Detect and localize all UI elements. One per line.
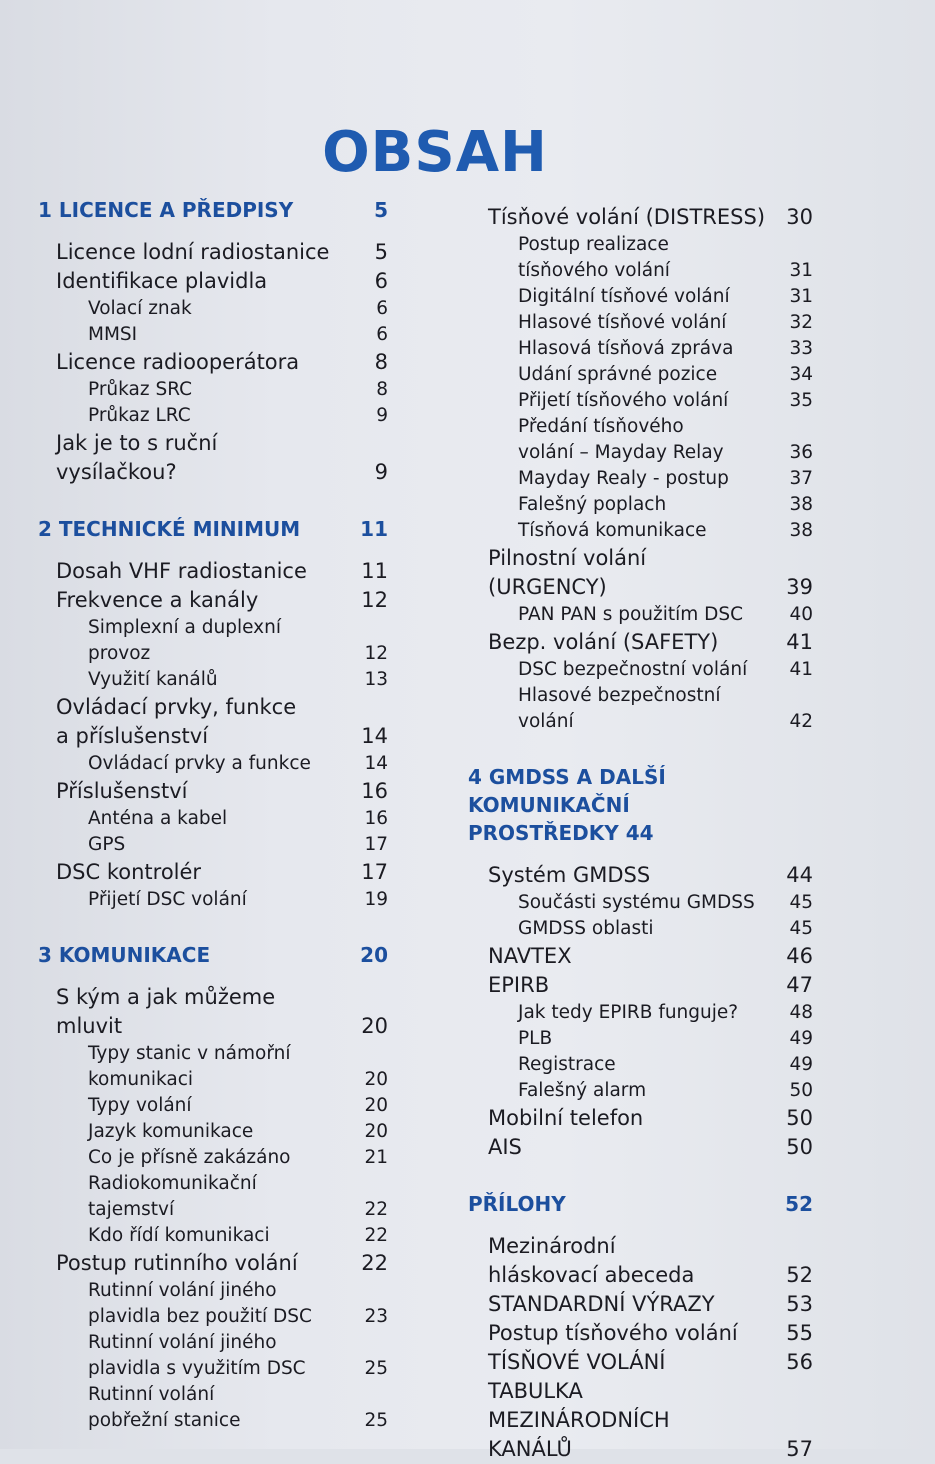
section-heading-4: 4 GMDSS A DALŠÍ KOMUNIKAČNÍ PROSTŘEDKY 44 xyxy=(468,765,666,845)
toc-subentry: Ovládací prvky a funkce 14 xyxy=(88,753,388,774)
toc-entry: AIS 50 xyxy=(488,1135,813,1159)
toc-entry: Identifikace plavidla 6 xyxy=(56,269,388,293)
toc-entry: STANDARDNÍ VÝRAZY 53 xyxy=(488,1292,813,1316)
toc-subentry: Co je přísně zakázáno 21 xyxy=(88,1147,388,1168)
toc-entry: Frekvence a kanály 12 xyxy=(56,588,388,612)
toc-subentry: Tísňová komunikace 38 xyxy=(518,520,813,541)
toc-subentry: Typy volání 20 xyxy=(88,1095,388,1116)
toc-entry: Příslušenství 16 xyxy=(56,779,388,803)
toc-subentry: Typy stanic v námořní komunikaci 20 xyxy=(88,1043,388,1090)
toc-subentry: Rutinní volání jiného plavidla s využitím DSC 25 xyxy=(88,1332,388,1379)
toc-entry: Dosah VHF radiostanice 11 xyxy=(56,559,388,583)
toc-entry: Licence radiooperátora 8 xyxy=(56,350,388,374)
toc-subentry: Využití kanálů 13 xyxy=(88,669,388,690)
section-heading-1: 1 LICENCE A PŘEDPISY 5 xyxy=(38,198,388,222)
toc-left-column xyxy=(38,196,388,1434)
toc-entry: Pilnostní volání (URGENCY) 39 xyxy=(488,546,813,599)
toc-subentry: PLB 49 xyxy=(518,1028,813,1049)
toc-entry: Postup rutinního volání 22 xyxy=(56,1251,388,1275)
toc-subentry: Postup realizace tísňového volání 31 xyxy=(518,234,813,281)
section-heading-3: 3 KOMUNIKACE 20 xyxy=(38,943,388,967)
toc-entry: S kým a jak můžeme mluvit 20 xyxy=(56,985,388,1038)
toc-subentry: Udání správné pozice 34 xyxy=(518,364,813,385)
toc-subentry: Falešný alarm 50 xyxy=(518,1080,813,1101)
toc-subentry: Součásti systému GMDSS 45 xyxy=(518,892,813,913)
toc-subentry: Průkaz SRC 8 xyxy=(88,379,388,400)
toc-entry: Tísňové volání (DISTRESS) 30 xyxy=(488,205,813,229)
toc-subentry: Předání tísňového volání – Mayday Relay 36 xyxy=(518,416,813,463)
toc-entry: Bezp. volání (SAFETY) 41 xyxy=(488,630,813,654)
toc-subentry: Simplexní a duplexní provoz 12 xyxy=(88,617,388,664)
toc-subentry: Jazyk komunikace 20 xyxy=(88,1121,388,1142)
toc-subentry: Falešný poplach 38 xyxy=(518,494,813,515)
toc-subentry: Radiokomunikační tajemství 22 xyxy=(88,1173,388,1220)
toc-entry: Ovládací prvky, funkce a příslušenství 14 xyxy=(56,695,388,748)
toc-subentry: DSC bezpečnostní volání 41 xyxy=(518,659,813,680)
toc-entry: Systém GMDSS 44 xyxy=(488,863,813,887)
toc-entry: NAVTEX 46 xyxy=(488,944,813,968)
page-title: OBSAH xyxy=(322,120,548,185)
toc-subentry: GMDSS oblasti 45 xyxy=(518,918,813,939)
toc-subentry: Registrace 49 xyxy=(518,1054,813,1075)
toc-entry: DSC kontrolér 17 xyxy=(56,860,388,884)
toc-entry: Jak je to s ruční vysílačkou? 9 xyxy=(56,431,388,484)
toc-subentry: Rutinní volání jiného plavidla bez použití DSC 23 xyxy=(88,1280,388,1327)
toc-subentry: Přijetí DSC volání 19 xyxy=(88,889,388,910)
toc-subentry: PAN PAN s použitím DSC 40 xyxy=(518,604,813,625)
toc-subentry: Kdo řídí komunikaci 22 xyxy=(88,1225,388,1246)
toc-subentry: Volací znak 6 xyxy=(88,298,388,319)
toc-entry: Licence lodní radiostanice 5 xyxy=(56,240,388,264)
toc-entry: Postup tísňového volání 55 xyxy=(488,1321,813,1345)
toc-entry: EPIRB 47 xyxy=(488,973,813,997)
section-heading-2: 2 TECHNICKÉ MINIMUM 11 xyxy=(38,517,388,541)
section-heading-appendix: PŘÍLOHY 52 xyxy=(468,1192,813,1216)
toc-subentry: Rutinní volání pobřežní stanice 25 xyxy=(88,1384,388,1431)
toc-subentry: Mayday Realy - postup 37 xyxy=(518,468,813,489)
toc-subentry: Přijetí tísňového volání 35 xyxy=(518,390,813,411)
toc-entry: TABULKA MEZINÁRODNÍCH KANÁLŮ 57 xyxy=(488,1379,813,1461)
toc-right-column xyxy=(468,203,813,1464)
toc-subentry: Jak tedy EPIRB funguje? 48 xyxy=(518,1002,813,1023)
toc-subentry: Hlasové bezpečnostní volání 42 xyxy=(518,685,813,732)
toc-subentry: GPS 17 xyxy=(88,834,388,855)
toc-entry: Mobilní telefon 50 xyxy=(488,1106,813,1130)
toc-subentry: MMSI 6 xyxy=(88,324,388,345)
toc-subentry: Průkaz LRC 9 xyxy=(88,405,388,426)
toc-subentry: Hlasové tísňové volání 32 xyxy=(518,312,813,333)
toc-subentry: Anténa a kabel 16 xyxy=(88,808,388,829)
toc-subentry: Hlasová tísňová zpráva 33 xyxy=(518,338,813,359)
toc-entry: Mezinárodní hláskovací abeceda 52 xyxy=(488,1234,813,1287)
toc-subentry: Digitální tísňové volání 31 xyxy=(518,286,813,307)
toc-entry: TÍSŇOVÉ VOLÁNÍ 56 xyxy=(488,1350,813,1374)
